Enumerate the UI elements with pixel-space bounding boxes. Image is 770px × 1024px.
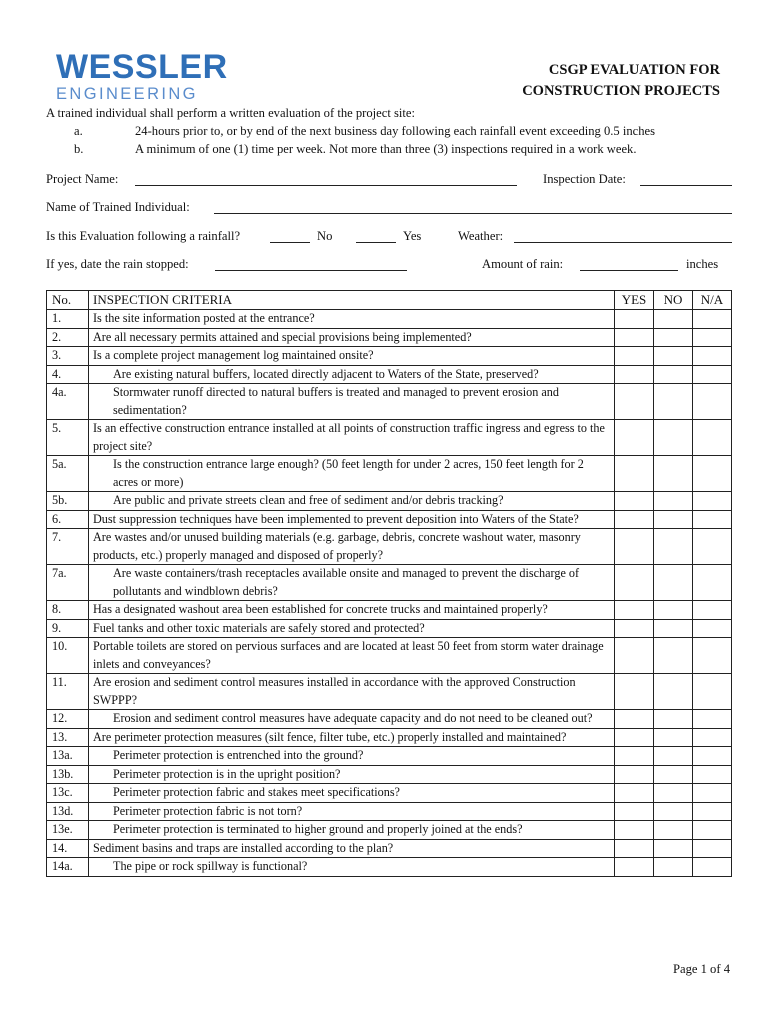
yes-cell[interactable]: [615, 510, 654, 529]
table-row: [47, 529, 732, 565]
criteria-cell: [89, 638, 615, 674]
yes-cell[interactable]: [615, 821, 654, 840]
table-row: [47, 638, 732, 674]
criteria-number: 6.: [47, 510, 89, 529]
rainfall-no-label: No: [317, 229, 333, 243]
na-cell[interactable]: [693, 821, 732, 840]
na-cell[interactable]: [693, 601, 732, 620]
criteria-cell: [89, 310, 615, 329]
criteria-text: Perimeter protection is in the upright position?: [113, 766, 341, 781]
table-row: [47, 565, 732, 601]
criteria-cell: [89, 601, 615, 620]
na-cell[interactable]: [693, 728, 732, 747]
header-yes: YES: [615, 291, 654, 310]
intro-lead: A trained individual shall perform a written evaluation of the project site:: [46, 106, 415, 120]
criteria-cell: [89, 765, 615, 784]
yes-cell[interactable]: [615, 728, 654, 747]
criteria-text: Sediment basins and traps are installed according to the plan?: [93, 840, 394, 855]
criteria-number: 11.: [47, 674, 89, 710]
no-cell[interactable]: [654, 821, 693, 840]
logo-wordmark: WESSLER: [56, 48, 228, 86]
criteria-text: Are wastes and/or unused building materials (e.g. garbage, debris, concrete washout water, masonry products, etc.) properly managed and disposed of properly?: [93, 530, 581, 562]
na-cell[interactable]: [693, 420, 732, 456]
criteria-text: Are perimeter protection measures (silt fence, filter tube, etc.) properly installed and maintained?: [93, 729, 567, 744]
trained-individual-line[interactable]: [214, 213, 732, 214]
no-cell[interactable]: [654, 858, 693, 877]
na-cell[interactable]: [693, 765, 732, 784]
no-cell[interactable]: [654, 529, 693, 565]
criteria-number: 7a.: [47, 565, 89, 601]
criteria-text: Is the site information posted at the entrance?: [93, 311, 315, 325]
criteria-cell: [89, 565, 615, 601]
table-row: [47, 384, 732, 420]
table-row: [47, 328, 732, 347]
criteria-number: 10.: [47, 638, 89, 674]
criteria-cell: [89, 747, 615, 766]
criteria-text: Perimeter protection is entrenched into the ground?: [113, 748, 364, 762]
no-cell[interactable]: [654, 565, 693, 601]
criteria-cell: [89, 328, 615, 347]
intro-item-text: 24-hours prior to, or by end of the next business day following each rainfall event exceeding 0.5 inches: [135, 124, 656, 138]
table-row: [47, 347, 732, 366]
na-cell[interactable]: [693, 858, 732, 877]
header-no-col: NO: [654, 291, 693, 310]
rainfall-no-line[interactable]: [270, 242, 310, 243]
na-cell[interactable]: [693, 619, 732, 638]
criteria-number: 9.: [47, 619, 89, 638]
criteria-number: 8.: [47, 601, 89, 620]
criteria-number: 13b.: [47, 765, 89, 784]
yes-cell[interactable]: [615, 638, 654, 674]
na-cell[interactable]: [693, 529, 732, 565]
yes-cell[interactable]: [615, 601, 654, 620]
table-row: [47, 802, 732, 821]
no-cell[interactable]: [654, 510, 693, 529]
yes-cell[interactable]: [615, 784, 654, 803]
yes-cell[interactable]: [615, 310, 654, 329]
intro-section: [46, 104, 655, 158]
criteria-text: Is the construction entrance large enough? (50 feet length for under 2 acres, 150 feet length for 2 acres or more): [113, 457, 584, 489]
na-cell[interactable]: [693, 510, 732, 529]
na-cell[interactable]: [693, 802, 732, 821]
logo-subtitle: ENGINEERING: [56, 85, 198, 103]
criteria-cell: [89, 710, 615, 729]
yes-cell[interactable]: [615, 384, 654, 420]
criteria-text: The pipe or rock spillway is functional?: [113, 859, 308, 873]
table-row: [47, 310, 732, 329]
intro-item-text: A minimum of one (1) time per week. Not more than three (3) inspections required in a work week.: [135, 142, 637, 156]
criteria-number: 12.: [47, 710, 89, 729]
no-cell[interactable]: [654, 674, 693, 710]
project-name-line[interactable]: [135, 185, 517, 186]
table-row: [47, 674, 732, 710]
title-line-1: CSGP EVALUATION FOR: [548, 62, 720, 78]
criteria-text: Perimeter protection fabric and stakes meet specifications?: [113, 785, 400, 799]
intro-item-a: [46, 122, 655, 140]
criteria-number: 14.: [47, 839, 89, 858]
criteria-text: Are existing natural buffers, located directly adjacent to Waters of the State, preserved?: [113, 366, 539, 381]
no-cell[interactable]: [654, 839, 693, 858]
yes-cell[interactable]: [615, 839, 654, 858]
criteria-text: Perimeter protection is terminated to higher ground and properly joined at the ends?: [113, 822, 523, 836]
criteria-number: 5a.: [47, 456, 89, 492]
criteria-number: 4a.: [47, 384, 89, 420]
no-cell[interactable]: [654, 492, 693, 511]
table-row: [47, 784, 732, 803]
inches-label: inches: [686, 257, 719, 271]
table-row: [47, 747, 732, 766]
table-row: [47, 619, 732, 638]
no-cell[interactable]: [654, 638, 693, 674]
table-row: [47, 510, 732, 529]
yes-cell[interactable]: [615, 765, 654, 784]
no-cell[interactable]: [654, 802, 693, 821]
document-title: [522, 60, 720, 102]
table-row: [47, 765, 732, 784]
table-row: [47, 821, 732, 840]
na-cell[interactable]: [693, 456, 732, 492]
no-cell[interactable]: [654, 365, 693, 384]
rainfall-yes-line[interactable]: [356, 242, 396, 243]
page-number: Page 1 of 4: [672, 962, 730, 976]
na-cell[interactable]: [693, 565, 732, 601]
project-name-label: Project Name:: [46, 172, 119, 186]
criteria-text: Are public and private streets clean and free of sediment and/or debris tracking?: [113, 493, 504, 507]
criteria-cell: [89, 529, 615, 565]
na-cell[interactable]: [693, 328, 732, 347]
yes-cell[interactable]: [615, 710, 654, 729]
weather-label: Weather:: [458, 229, 504, 243]
table-row: [47, 420, 732, 456]
criteria-cell: [89, 858, 615, 877]
criteria-cell: [89, 510, 615, 529]
table-row: [47, 365, 732, 384]
no-cell[interactable]: [654, 420, 693, 456]
title-line-2: CONSTRUCTION PROJECTS: [522, 83, 720, 99]
na-cell[interactable]: [693, 839, 732, 858]
table-header-row: [47, 291, 732, 310]
criteria-text: Portable toilets are stored on pervious surfaces and are located at least 50 feet from storm water drainage inlets and conveyances?: [93, 639, 604, 671]
weather-line[interactable]: [514, 242, 732, 243]
criteria-cell: [89, 802, 615, 821]
na-cell[interactable]: [693, 492, 732, 511]
criteria-number: 3.: [47, 347, 89, 366]
criteria-text: Are erosion and sediment control measures installed in accordance with the approved Construction SWPPP?: [93, 675, 576, 707]
criteria-number: 13d.: [47, 802, 89, 821]
na-cell[interactable]: [693, 710, 732, 729]
criteria-cell: [89, 821, 615, 840]
header-criteria: INSPECTION CRITERIA: [89, 291, 615, 310]
na-cell[interactable]: [693, 347, 732, 366]
na-cell[interactable]: [693, 384, 732, 420]
no-cell[interactable]: [654, 456, 693, 492]
no-cell[interactable]: [654, 347, 693, 366]
criteria-text: Dust suppression techniques have been implemented to prevent deposition into Waters of the State?: [93, 511, 579, 526]
criteria-number: 7.: [47, 529, 89, 565]
yes-cell[interactable]: [615, 328, 654, 347]
header-no: No.: [47, 291, 89, 310]
table-row: [47, 456, 732, 492]
criteria-cell: [89, 784, 615, 803]
criteria-number: 5b.: [47, 492, 89, 511]
no-cell[interactable]: [654, 728, 693, 747]
criteria-cell: [89, 365, 615, 384]
no-cell[interactable]: [654, 328, 693, 347]
table-row: [47, 728, 732, 747]
amount-of-rain-label: Amount of rain:: [482, 257, 564, 271]
yes-cell[interactable]: [615, 674, 654, 710]
inspection-date-line[interactable]: [640, 185, 732, 186]
rain-stopped-label: If yes, date the rain stopped:: [46, 257, 189, 271]
no-cell[interactable]: [654, 747, 693, 766]
following-rainfall-label: Is this Evaluation following a rainfall?: [46, 229, 241, 243]
criteria-number: 13.: [47, 728, 89, 747]
criteria-text: Is an effective construction entrance installed at all points of construction traffic ingress and egress to the project site?: [93, 421, 605, 453]
criteria-cell: [89, 619, 615, 638]
na-cell[interactable]: [693, 784, 732, 803]
rainfall-yes-label: Yes: [403, 229, 422, 243]
amount-of-rain-line[interactable]: [580, 270, 678, 271]
no-cell[interactable]: [654, 619, 693, 638]
intro-item-b: [46, 140, 655, 158]
criteria-number: 13e.: [47, 821, 89, 840]
yes-cell[interactable]: [615, 858, 654, 877]
table-row: [47, 492, 732, 511]
company-logo: [56, 48, 228, 103]
criteria-number: 1.: [47, 310, 89, 329]
criteria-number: 13a.: [47, 747, 89, 766]
intro-item-label: b.: [74, 142, 84, 156]
criteria-text: Erosion and sediment control measures have adequate capacity and do not need to be cleaned out?: [113, 711, 593, 725]
no-cell[interactable]: [654, 765, 693, 784]
inspection-date-label: Inspection Date:: [543, 172, 626, 186]
rain-stopped-line[interactable]: [215, 270, 407, 271]
criteria-number: 14a.: [47, 858, 89, 877]
na-cell[interactable]: [693, 310, 732, 329]
criteria-cell: [89, 456, 615, 492]
yes-cell[interactable]: [615, 619, 654, 638]
criteria-cell: [89, 492, 615, 511]
header-na: N/A: [693, 291, 732, 310]
yes-cell[interactable]: [615, 747, 654, 766]
na-cell[interactable]: [693, 674, 732, 710]
table-row: [47, 601, 732, 620]
na-cell[interactable]: [693, 365, 732, 384]
criteria-text: Stormwater runoff directed to natural buffers is treated and managed to prevent erosion and sedimentation?: [113, 385, 559, 417]
no-cell[interactable]: [654, 310, 693, 329]
criteria-cell: [89, 728, 615, 747]
na-cell[interactable]: [693, 747, 732, 766]
criteria-text: Perimeter protection fabric is not torn?: [113, 803, 303, 818]
criteria-cell: [89, 384, 615, 420]
criteria-number: 13c.: [47, 784, 89, 803]
no-cell[interactable]: [654, 601, 693, 620]
criteria-cell: [89, 839, 615, 858]
criteria-text: Fuel tanks and other toxic materials are safely stored and protected?: [93, 620, 425, 635]
trained-individual-label: Name of Trained Individual:: [46, 200, 190, 214]
table-row: [47, 710, 732, 729]
na-cell[interactable]: [693, 638, 732, 674]
intro-item-label: a.: [74, 124, 83, 138]
inspection-criteria-table: [46, 290, 732, 877]
table-body: [47, 310, 732, 877]
criteria-text: Are waste containers/trash receptacles available onsite and managed to prevent the discharge of pollutants and windblown debris?: [113, 566, 580, 598]
criteria-cell: [89, 674, 615, 710]
no-cell[interactable]: [654, 384, 693, 420]
yes-cell[interactable]: [615, 456, 654, 492]
criteria-number: 2.: [47, 328, 89, 347]
criteria-number: 4.: [47, 365, 89, 384]
criteria-text: Is a complete project management log maintained onsite?: [93, 348, 374, 362]
yes-cell[interactable]: [615, 802, 654, 821]
criteria-text: Has a designated washout area been established for concrete trucks and maintained properly?: [93, 602, 548, 616]
criteria-cell: [89, 420, 615, 456]
yes-cell[interactable]: [615, 565, 654, 601]
no-cell[interactable]: [654, 710, 693, 729]
table-row: [47, 839, 732, 858]
yes-cell[interactable]: [615, 420, 654, 456]
yes-cell[interactable]: [615, 492, 654, 511]
criteria-text: Are all necessary permits attained and special provisions being implemented?: [93, 329, 472, 344]
table-row: [47, 858, 732, 877]
yes-cell[interactable]: [615, 529, 654, 565]
criteria-cell: [89, 347, 615, 366]
yes-cell[interactable]: [615, 347, 654, 366]
no-cell[interactable]: [654, 784, 693, 803]
yes-cell[interactable]: [615, 365, 654, 384]
criteria-number: 5.: [47, 420, 89, 456]
